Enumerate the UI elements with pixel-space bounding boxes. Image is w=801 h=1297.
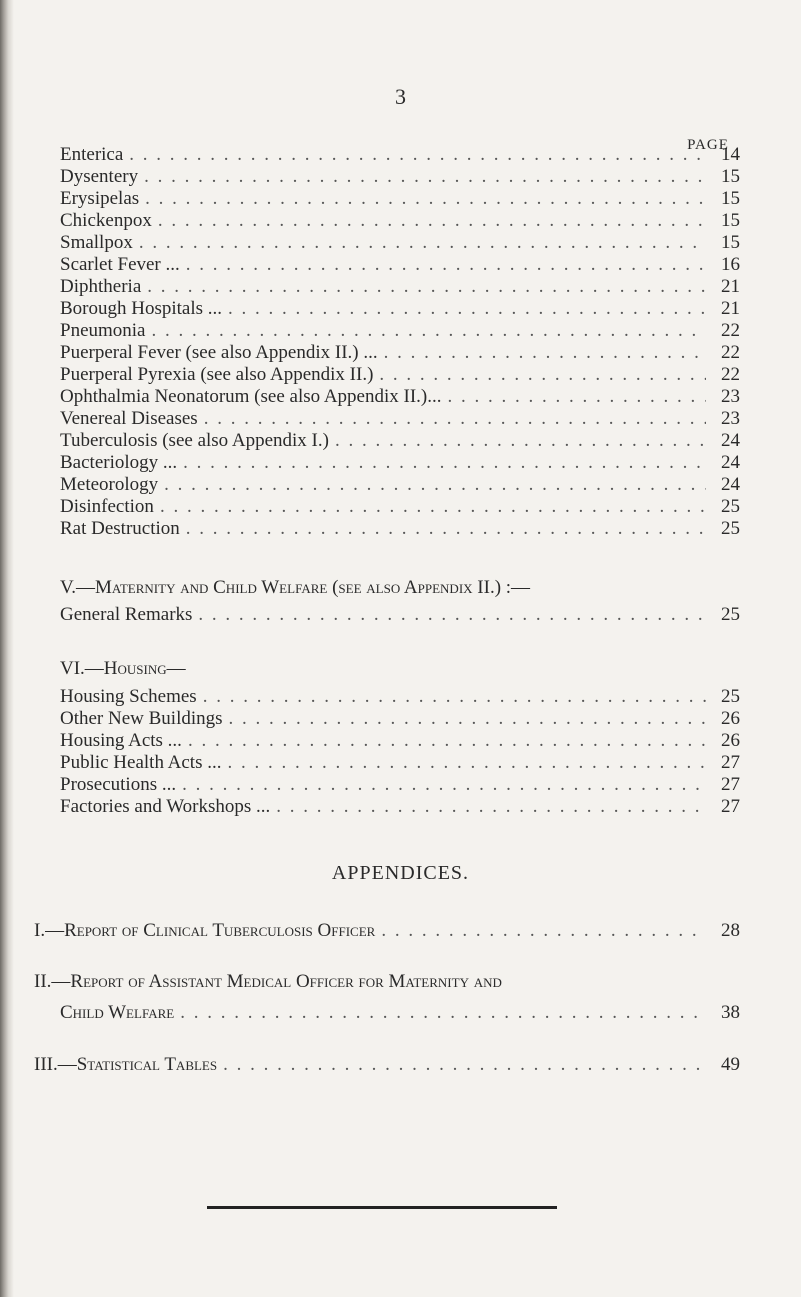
toc-entry: Housing Schemes . . . 25	[60, 686, 740, 708]
page-number: 3	[395, 84, 406, 109]
toc-entry: Public Health Acts ... . . . 27	[60, 752, 740, 774]
toc-entry: Borough Hospitals ... . . . 21	[60, 298, 740, 320]
toc-entry: Disinfection . . . 25	[60, 496, 740, 518]
bottom-rule	[207, 1206, 557, 1209]
toc-entry: Puerperal Pyrexia (see also Appendix II.) . . . 22	[60, 364, 740, 386]
toc-entry: Tuberculosis (see also Appendix I.) . . . 24	[60, 430, 740, 452]
section-v-heading: V.—Maternity and Child Welfare (see also Appendix II.) :—	[60, 577, 531, 598]
toc-entry: Rat Destruction . . . 25	[60, 518, 740, 540]
toc-entry: Erysipelas . . . 15	[60, 188, 740, 210]
toc-entry: Meteorology . . . 24	[60, 474, 740, 496]
toc-entry: Other New Buildings . . . 26	[60, 708, 740, 730]
book-binding-shadow	[0, 0, 14, 1297]
toc-entry: Dysentery . . . 15	[60, 166, 740, 188]
section-vi-heading: VI.—Housing—	[60, 658, 186, 679]
appendix-entry: I.—Report of Clinical Tuberculosis Officer . . . 28	[34, 920, 740, 942]
appendices-title: APPENDICES.	[331, 862, 470, 884]
toc-entry: Chickenpox . . . 15	[60, 210, 740, 232]
toc-entry: Enterica . . . 14	[60, 144, 740, 166]
toc-entry: Scarlet Fever ... . . . 16	[60, 254, 740, 276]
toc-entry: Housing Acts ... . . . 26	[60, 730, 740, 752]
toc-entry: Bacteriology ... . . . 24	[60, 452, 740, 474]
appendix-entry: Child Welfare . . . 38	[60, 1002, 740, 1024]
page-column-header: PAGE	[687, 137, 729, 153]
toc-entry: Ophthalmia Neonatorum (see also Appendix II.)... . . . 23	[60, 386, 740, 408]
toc-entry: Puerperal Fever (see also Appendix II.) ... . . . 22	[60, 342, 740, 364]
toc-entry: General Remarks . . . 25	[60, 604, 740, 626]
toc-entry: Factories and Workshops ... . . . 27	[60, 796, 740, 818]
toc-entry: Diphtheria . . . 21	[60, 276, 740, 298]
toc-entry: Smallpox . . . 15	[60, 232, 740, 254]
toc-entry: Prosecutions ... . . . 27	[60, 774, 740, 796]
appendix-entry: III.—Statistical Tables . . . 49	[34, 1054, 740, 1076]
toc-entry: Pneumonia . . . 22	[60, 320, 740, 342]
appendix-entry-line1: II.—Report of Assistant Medical Officer for Maternity and	[34, 971, 502, 992]
toc-entry: Venereal Diseases . . . 23	[60, 408, 740, 430]
